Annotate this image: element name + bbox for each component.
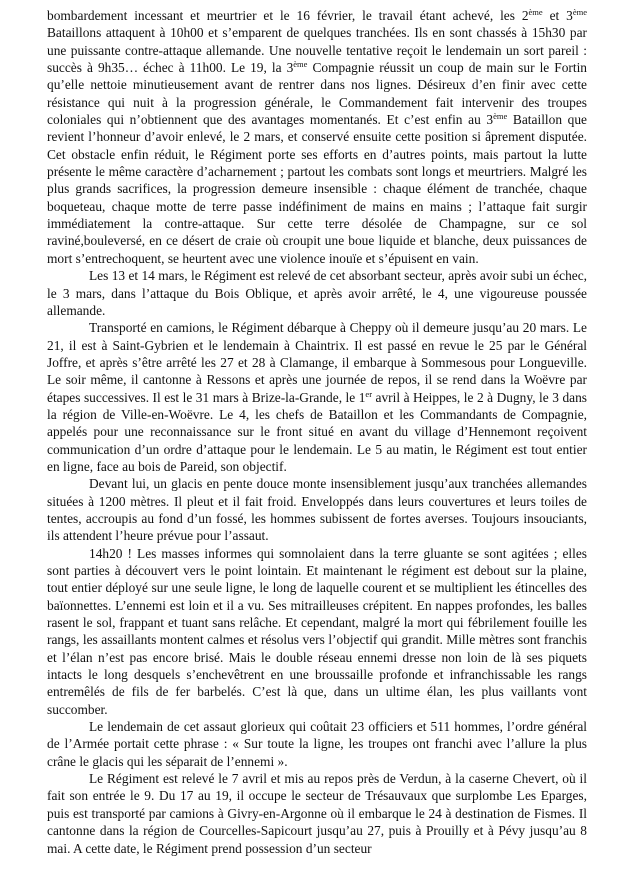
paragraph-text: Transporté en camions, le Régiment débarque à Cheppy où il demeure jusqu’au 20 mars. Le 21, il est à Saint-Gybrien et le lendemain à Chaintrix. Il est passé en revue le 25 par le Général Joffre, et après s’être arrêté les 27 et 28 à Clamange, il embarque à Sommesous pour Longueville. Le soir même, il cantonne à Ressons et après une journée de repos, il se rend dans la Woëvre par étapes successives. Il est le 31 mars à Brize-la-Grande, le 1 [47, 320, 587, 405]
paragraph-p4 [47, 475, 587, 544]
paragraph-p2 [47, 267, 587, 319]
paragraph-p3 [47, 319, 587, 475]
paragraph-text: avril à Heippes, le 2 à Dugny, le 3 dans la région de Ville-en-Woëvre. Le 4, les chefs de Bataillon et les Commandants de Compagnie, appelés pour une reconnaissance sur le front situé en avant du village d’Hennemont reçoivent communication d’un ordre d’attaque pour le lendemain. Le 5 au matin, le Régiment est tout entier en ligne, face au bois de Pareid, son objectif. [47, 389, 587, 474]
document-body [47, 7, 587, 857]
paragraph-p7 [47, 770, 587, 857]
paragraph-p5 [47, 545, 587, 718]
ordinal-superscript: ème [572, 7, 587, 17]
paragraph-text: Les 13 et 14 mars, le Régiment est relevé de cet absorbant secteur, après avoir subi un échec, le 3 mars, dans l’attaque du Bois Oblique, et après avoir arrêté, le 4, une vigoureuse poussée allemande. [47, 268, 587, 318]
paragraph-text: bombardement incessant et meurtrier et le 16 février, le travail étant achevé, les 2 [47, 8, 529, 23]
ordinal-superscript: ème [293, 59, 308, 70]
ordinal-superscript: ème [528, 7, 543, 17]
paragraph-text: Le lendemain de cet assaut glorieux qui coûtait 23 officiers et 511 hommes, l’ordre général de l’Armée portait cette phrase : « Sur toute la ligne, les troupes ont franchi avec l’allure la plus crâne le glacis qui les séparait de l’ennemi ». [47, 719, 587, 769]
paragraph-text: 14h20 ! Les masses informes qui somnolaient dans la terre gluante se sont agitées ; elles sont parties à découvert vers le point lointain. Et maintenant le régiment est debout sur la plaine, tout entier déployé sur une seule ligne, le long de laquelle courent et se multiplient les étincelles des baïonnettes. L’ennemi est loin et il a vu. Ses mitrailleuses crépitent. En nappes profondes, les balles rasent le sol, frappant et tuant sans relâche. Et cependant, malgré la mort qui fébrilement fouille les rangs, les assaillants montent calmes et résolus vers l’objectif qui grandit. Mille mètres sont franchis et l’élan n’est pas encore brisé. Mais le double réseau ennemi dresse non loin de là ses piquets intacts le long desquels s’enchevêtrent en une broussaille profonde et infranchissable les rangs entremêlés de fils de fer barbelés. C’est là que, dans un ultime élan, les plus vaillants vont succomber. [47, 545, 587, 717]
paragraph-p1 [47, 7, 587, 267]
paragraph-text: et 3 [542, 8, 573, 23]
ordinal-superscript: er [365, 388, 373, 399]
paragraph-text: Bataillon que revient l’honneur d’avoir enlevé, le 2 mars, et conservé ensuite cette position si âprement disputée. Cet obstacle enfin réduit, le Régiment porte ses efforts en d’autres points, mais partout la lutte présente le même caractère d’acharnement ; partout les combats sont longs et meurtriers. Malgré les plus grands sacrifices, la progression demeure insensible : chaque élément de tranchée, chaque boqueteau, chaque motte de terre passe indéfiniment de mains en mains ; l’attaque fait surgir immédiatement la contre-attaque. Sur cette terre désolée de Champagne, sur ce sol raviné,bouleversé, en ce désert de craie où croupit une boue liquide et blanche, deux puissances de mort s’entrechoquent, se heurtent avec une violence inouïe et s’épuisent en vain. [47, 112, 587, 266]
cropped-header-line [60, 0, 560, 2]
paragraph-p6 [47, 718, 587, 770]
paragraph-text: Le Régiment est relevé le 7 avril et mis au repos près de Verdun, à la caserne Chevert, où il fait son entrée le 9. Du 17 au 19, il occupe le secteur de Trésauvaux que surplombe Les Eparges, puis est transporté par camions à Givry-en-Argonne où il embarque le 24 à destination de Fismes. Il cantonne dans la région de Courcelles-Sapicourt jusqu’au 27, puis à Prouilly et à Pévy jusqu’au 8 mai. A cette date, le Régiment prend possession d’un secteur [47, 771, 587, 856]
paragraph-text: Devant lui, un glacis en pente douce monte insensiblement jusqu’aux tranchées allemandes situées à 1200 mètres. Il pleut et il fait froid. Enveloppés dans leurs couvertures et leurs toiles de tentes, accroupis au fond d’un fossé, les hommes subissent de fortes averses. Toujours insouciants, ils attendent l’heure prévue pour l’assaut. [47, 476, 587, 544]
ordinal-superscript: ème [493, 111, 508, 122]
paragraph-text: Bataillons attaquent à 10h00 et s’emparent de quelques tranchées. Ils en sont chassés à 15h30 par une puissante contre-attaque allemande. Une nouvelle tentative reçoit le lendemain un sort pareil : succès à 9h35… échec à 11h00. Le 19, la 3 [47, 25, 587, 76]
paragraph-text: Compagnie réussit un coup de main sur le Fortin qu’elle nettoie minutieusement avant de rentrer dans nos lignes. Désireux d’en finir avec cette résistance qui nuit à la progression générale, le Commandement fait intervenir des troupes coloniales qui n’obtiennent que des avantages momentanés. Et c’est enfin au 3 [47, 60, 587, 128]
